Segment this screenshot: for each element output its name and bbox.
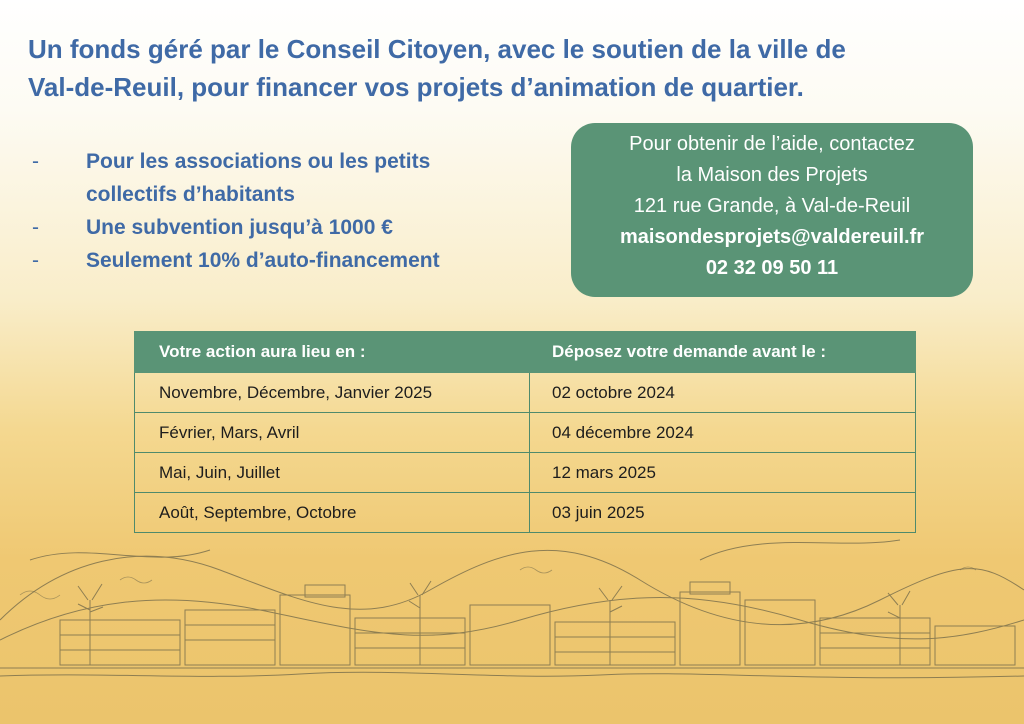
- contact-address: 121 rue Grande, à Val-de-Reuil: [633, 195, 911, 217]
- table-header-row: [135, 332, 916, 373]
- period-cell: Août, Septembre, Octobre: [135, 493, 530, 533]
- table-row: [135, 413, 916, 453]
- period-cell: Novembre, Décembre, Janvier 2025: [135, 373, 530, 413]
- bullet-dash: -: [32, 249, 39, 272]
- header-action-period: Votre action aura lieu en :: [135, 332, 530, 373]
- bullet-dash: -: [32, 150, 39, 173]
- city-skyline-illustration: [0, 500, 1024, 724]
- period-cell: Février, Mars, Avril: [135, 413, 530, 453]
- contact-line-2: la Maison des Projets: [676, 164, 868, 186]
- list-item: [30, 244, 550, 277]
- benefits-list: [30, 145, 550, 277]
- contact-email[interactable]: maisondesprojets@valdereuil.fr: [619, 226, 925, 248]
- intro-text: [28, 30, 988, 106]
- deadline-cell: 12 mars 2025: [530, 453, 916, 493]
- deadline-cell: 03 juin 2025: [530, 493, 916, 533]
- list-item-line: Seulement 10% d’auto-financement: [86, 249, 440, 272]
- contact-line-1: Pour obtenir de l’aide, contactez: [629, 133, 915, 155]
- list-item-line: Pour les associations ou les petits: [86, 150, 431, 173]
- deadline-cell: 04 décembre 2024: [530, 413, 916, 453]
- table-row: [135, 453, 916, 493]
- table-row: [135, 373, 916, 413]
- list-item-line: Une subvention jusqu’à 1000 €: [86, 216, 393, 239]
- list-item-line: collectifs d’habitants: [86, 183, 295, 206]
- contact-box: [571, 123, 973, 297]
- header-deadline: Déposez votre demande avant le :: [530, 332, 916, 373]
- intro-line-1: Un fonds géré par le Conseil Citoyen, avec le soutien de la ville de: [28, 34, 846, 64]
- intro-line-2: Val-de-Reuil, pour financer vos projets d’animation de quartier.: [28, 72, 804, 102]
- list-item: [30, 211, 550, 244]
- period-cell: Mai, Juin, Juillet: [135, 453, 530, 493]
- deadline-cell: 02 octobre 2024: [530, 373, 916, 413]
- contact-phone[interactable]: 02 32 09 50 11: [705, 257, 839, 279]
- bullet-dash: -: [32, 216, 39, 239]
- list-item: [30, 145, 550, 211]
